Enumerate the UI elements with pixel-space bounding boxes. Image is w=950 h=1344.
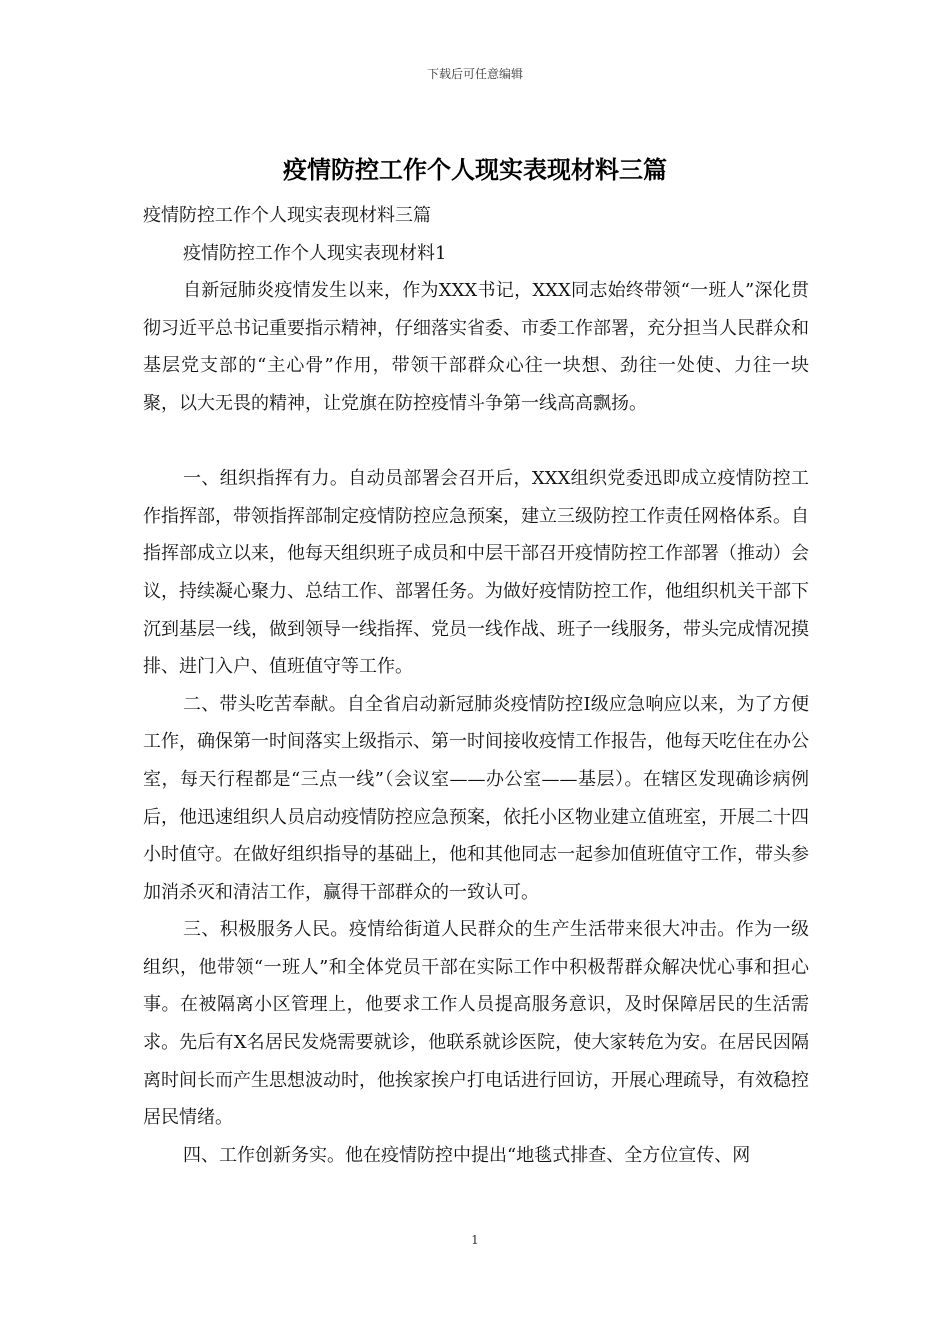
section-heading: 疫情防控工作个人现实表现材料1	[183, 242, 447, 264]
paragraph-service: 三、积极服务人民。疫情给街道人民群众的生产生活带来很大冲击。作为一级组织，他带领“一班人”和全体党员干部在实际工作中积极帮群众解决忧心事和担心事。在被隔离小区管理上，他要求工作人员提高服务意识，及时保障居民的生活需求。先后有X名居民发烧需要就诊，他联系就诊医院，使大家转危为安。在居民因隔离时间长而产生思想波动时，他挨家挨户打电话进行回访，开展心理疏导，有效稳控居民情绪。	[143, 919, 809, 1129]
paragraph-organize: 一、组织指挥有力。自动员部署会召开后，XXX组织党委迅即成立疫情防控工作指挥部，带领指挥部制定疫情防控应急预案，建立三级防控工作责任网格体系。自指挥部成立以来，他每天组织班子成员和中层干部召开疫情防控工作部署（推动）会议，持续凝心聚力、总结工作、部署任务。为做好疫情防控工作，他组织机关干部下沉到基层一线，做到领导一线指挥、党员一线作战、班子一线服务，带头完成情况摸排、进门入户、值班值守等工作。	[143, 468, 809, 678]
document-title: 疫情防控工作个人现实表现材料三篇	[283, 155, 667, 184]
page-number: 1	[471, 1233, 479, 1247]
paragraph-innovation: 四、工作创新务实。他在疫情防控中提出“地毯式排查、全方位宣传、网	[183, 1144, 751, 1166]
header-note: 下载后可任意编辑	[426, 67, 523, 81]
document-body	[143, 197, 809, 1174]
paragraph-dedication: 二、带头吃苦奉献。自全省启动新冠肺炎疫情防控Ⅰ级应急响应以来，为了方便工作，确保第一时间落实上级指示、第一时间接收疫情工作报告，他每天吃住在办公室，每天行程都是“三点一线”（会议室——办公室——基层）。在辖区发现确诊病例后，他迅速组织人员启动疫情防控应急预案，依托小区物业建立值班室，开展二十四小时值守。在做好组织指导的基础上，他和其他同志一起参加值班值守工作，带头参加消杀灭和清洁工作，赢得干部群众的一致认可。	[143, 693, 809, 903]
paragraph-spacer	[143, 423, 809, 461]
paragraph-intro: 自新冠肺炎疫情发生以来，作为XXX书记，XXX同志始终带领“一班人”深化贯彻习近平总书记重要指示精神，仔细落实省委、市委工作部署，充分担当人民群众和基层党支部的“主心骨”作用，带领干部群众心往一块想、劲往一处使、力往一块聚，以大无畏的精神，让党旗在防控疫情斗争第一线高高飘扬。	[143, 280, 809, 414]
document-subtitle: 疫情防控工作个人现实表现材料三篇	[143, 205, 431, 226]
